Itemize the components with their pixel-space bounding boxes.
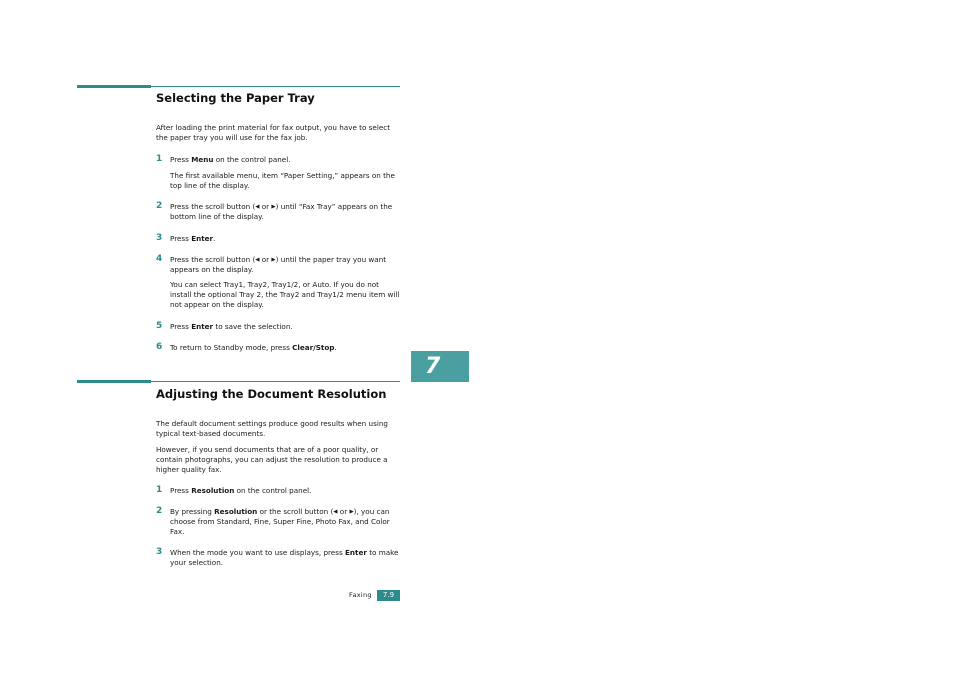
step-number: 4: [156, 254, 163, 264]
step-number: 1: [156, 485, 163, 495]
section-intro: After loading the print material for fax output, you have to select the paper tray you will use for the fax job.: [156, 123, 391, 142]
step-note: You can select Tray1, Tray2, Tray1/2, or Auto. If you do not install the optional Tray 2, the Tray2 and Tray1/2 menu item will not appear on the display.: [170, 280, 400, 309]
section-rule-accent: [77, 380, 151, 383]
step-number: 3: [156, 547, 163, 557]
step-note: The first available menu, item “Paper Setting,” appears on the top line of the display.: [170, 171, 395, 190]
section-title-paper-tray: Selecting the Paper Tray: [156, 91, 315, 105]
step-number: 2: [156, 201, 163, 211]
step-number: 1: [156, 154, 163, 164]
section-title-resolution: Adjusting the Document Resolution: [156, 387, 387, 401]
left-arrow-icon: ◀: [255, 204, 260, 210]
right-arrow-icon: ▶: [349, 509, 354, 515]
section-rule-accent: [77, 85, 151, 88]
section-paragraph: The default document settings produce good results when using typical text-based documents.: [156, 419, 388, 438]
section-rule: [151, 381, 400, 382]
right-arrow-icon: ▶: [271, 204, 276, 210]
footer-label: Faxing: [349, 591, 372, 599]
left-arrow-icon: ◀: [333, 509, 338, 515]
left-arrow-icon: ◀: [255, 257, 260, 263]
section-paragraph: However, if you send documents that are of a poor quality, or contain photographs, you can adjust the resolution to produce a higher quality fax.: [156, 445, 388, 474]
chapter-tab: 7: [411, 351, 469, 382]
step-number: 5: [156, 321, 163, 331]
step-number: 2: [156, 506, 163, 516]
step-number: 6: [156, 342, 163, 352]
section-rule: [151, 86, 400, 87]
step-number: 3: [156, 233, 163, 243]
right-arrow-icon: ▶: [271, 257, 276, 263]
page-number: 7.9: [377, 590, 400, 601]
